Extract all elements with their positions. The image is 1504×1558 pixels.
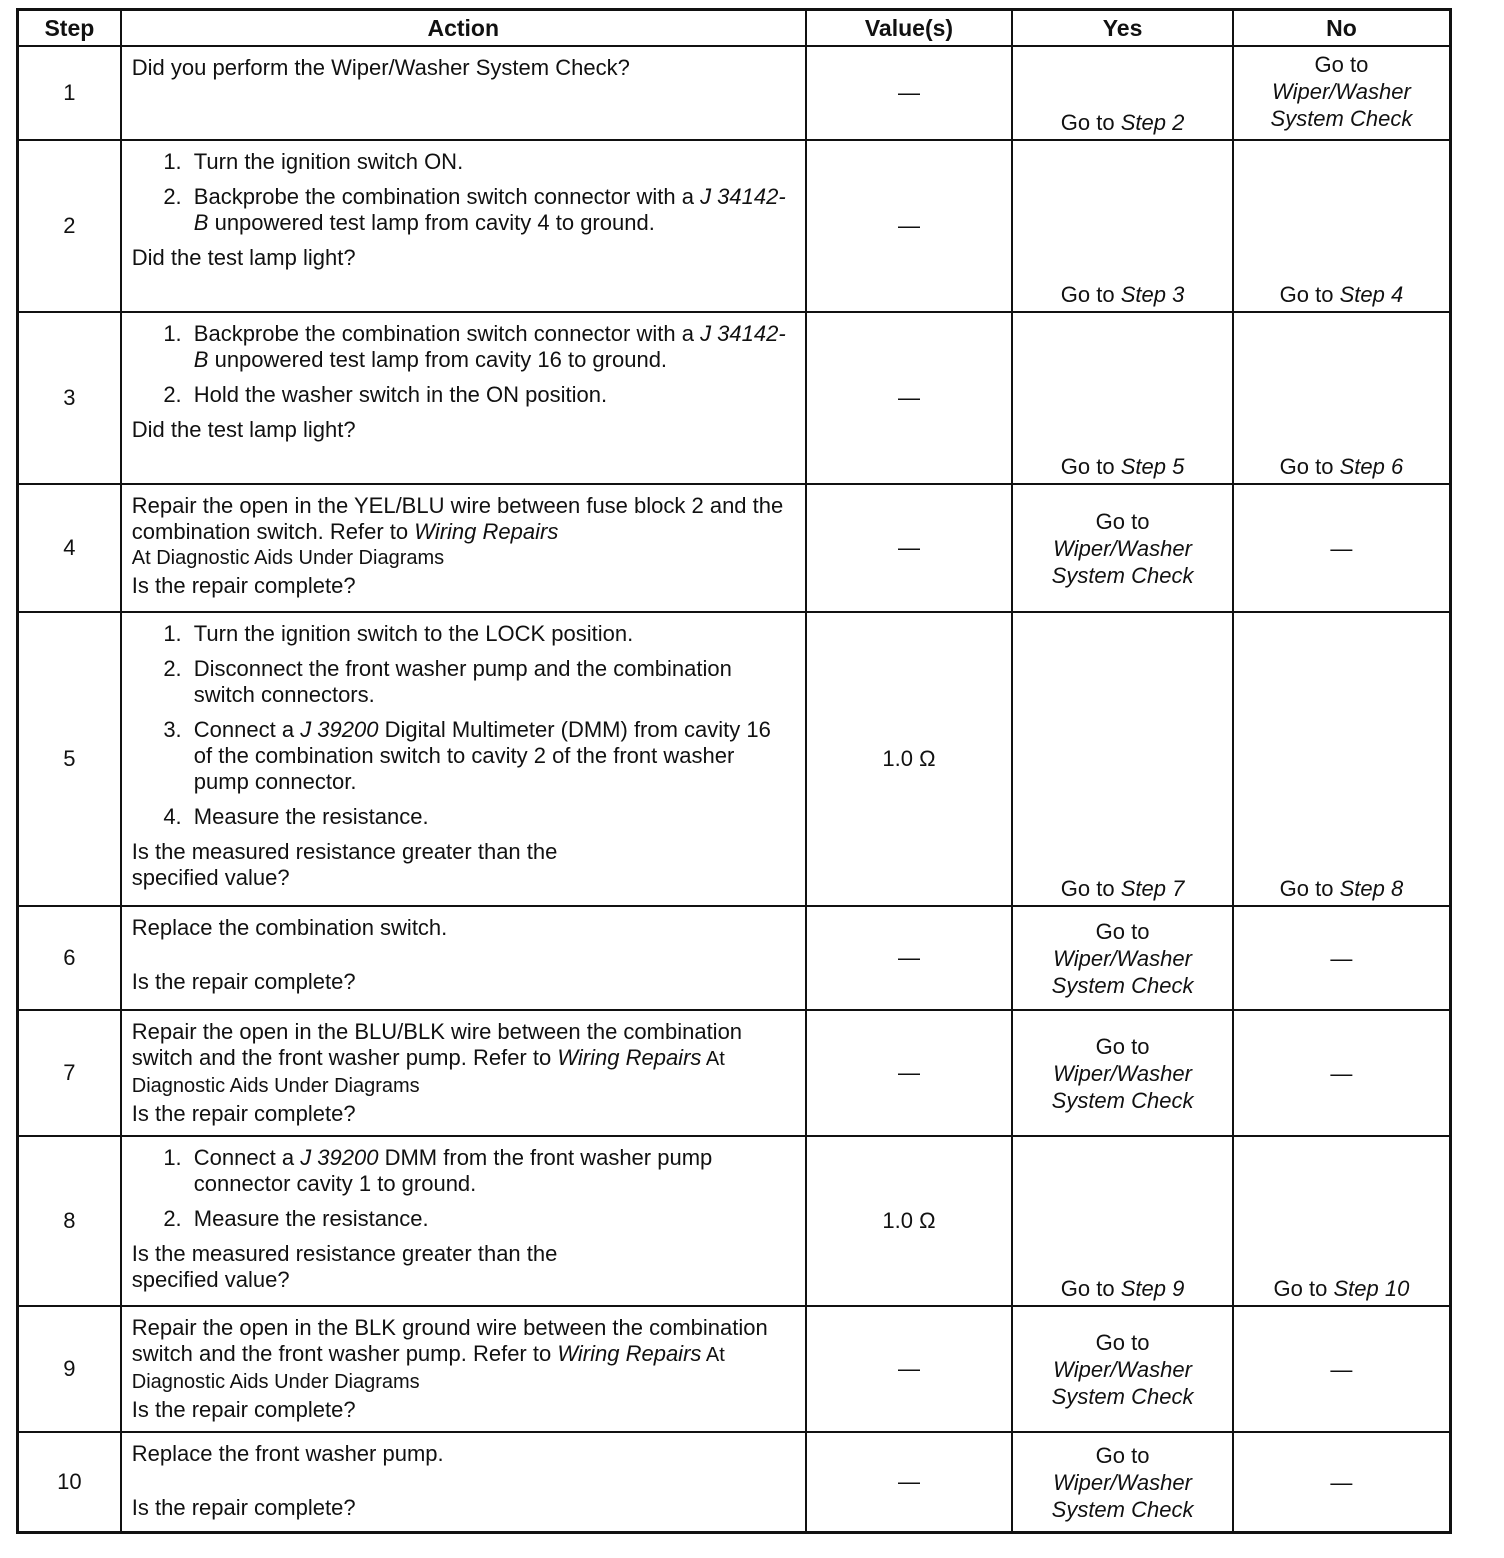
goto-link[interactable]: Step 6 — [1339, 454, 1404, 479]
action-cell — [121, 46, 806, 140]
yes-cell[interactable] — [1012, 46, 1233, 140]
table-row — [18, 612, 1451, 906]
goto-link[interactable]: Step 7 — [1120, 876, 1185, 901]
step-number: 10 — [18, 1432, 121, 1532]
yes-cell[interactable] — [1012, 1136, 1233, 1306]
yes-cell[interactable] — [1012, 140, 1233, 312]
no-cell[interactable] — [1233, 612, 1451, 906]
goto-prefix: Go to — [1095, 1442, 1150, 1468]
action-text: Connect a — [193, 717, 301, 742]
action-step: 2. Measure the resistance. — [188, 1206, 795, 1232]
table-row — [18, 1432, 1451, 1532]
action-text: DMM from the front washer pump connector cavity 1 to ground. — [193, 1145, 713, 1196]
goto-prefix: Go to — [1060, 876, 1121, 901]
action-step: 2. Disconnect the front washer pump and the combination switch connectors. — [188, 656, 795, 708]
action-text: Backprobe the combination switch connector with a — [193, 321, 701, 346]
reference-link[interactable]: Wiring Repairs — [557, 1045, 702, 1070]
action-step: 1. Turn the ignition switch ON. — [188, 149, 795, 175]
yes-cell[interactable] — [1012, 1432, 1233, 1532]
goto-prefix: Go to — [1279, 282, 1340, 307]
step-number: 9 — [18, 1306, 121, 1432]
value-cell: 1.0 Ω — [806, 1136, 1013, 1306]
goto-link[interactable]: Step 10 — [1333, 1276, 1410, 1301]
tool-name: J 34142-B — [193, 184, 786, 235]
action-step — [188, 184, 795, 236]
yes-cell[interactable] — [1012, 484, 1233, 612]
reference-note: At Diagnostic Aids Under Diagrams — [131, 1048, 725, 1097]
action-instruction: Replace the front washer pump. — [131, 1441, 444, 1466]
action-steps — [132, 621, 795, 830]
no-cell[interactable] — [1233, 46, 1451, 140]
no-cell: — — [1233, 1306, 1451, 1432]
goto-prefix: Go to — [1095, 1034, 1150, 1059]
action-steps — [132, 321, 795, 408]
no-cell[interactable] — [1233, 1136, 1451, 1306]
value-cell: 1.0 Ω — [806, 612, 1013, 906]
action-cell — [121, 1010, 806, 1136]
goto-prefix: Go to — [1095, 509, 1150, 534]
reference-link[interactable]: Wiring Repairs — [414, 519, 559, 544]
step-number: 5 — [18, 612, 121, 906]
table-row — [18, 46, 1451, 140]
table-row — [18, 140, 1451, 312]
goto-link[interactable]: Step 8 — [1339, 876, 1404, 901]
action-text: Digital Multimeter (DMM) from cavity 16 of the combination switch to cavity 2 of the front washer pump connector. — [193, 717, 771, 794]
step-number: 3 — [18, 312, 121, 484]
header-action: Action — [121, 10, 806, 47]
step-number: 2 — [18, 140, 121, 312]
action-cell — [121, 1306, 806, 1432]
action-cell — [121, 906, 806, 1010]
goto-prefix: Go to — [1060, 454, 1121, 479]
action-cell — [121, 140, 806, 312]
action-steps — [132, 149, 795, 236]
spacer — [132, 1467, 795, 1493]
goto-prefix: Go to — [1314, 52, 1369, 77]
value-cell: — — [806, 906, 1013, 1010]
header-no: No — [1233, 10, 1451, 47]
action-step: 1. Turn the ignition switch to the LOCK position. — [188, 621, 795, 647]
goto-link[interactable]: Wiper/Washer System Check — [1051, 1061, 1194, 1113]
goto-link[interactable]: Wiper/Washer System Check — [1051, 1357, 1194, 1409]
goto-prefix: Go to — [1279, 876, 1340, 901]
action-instruction — [132, 1019, 795, 1099]
action-question: Is the repair complete? — [131, 969, 356, 994]
no-cell: — — [1233, 484, 1451, 612]
reference-note: At Diagnostic Aids Under Diagrams — [131, 547, 445, 569]
tool-name: J 39200 — [300, 1145, 379, 1170]
goto-prefix: Go to — [1279, 454, 1340, 479]
step-number: 6 — [18, 906, 121, 1010]
no-cell: — — [1233, 906, 1451, 1010]
action-text: Backprobe the combination switch connector with a — [193, 184, 701, 209]
goto-prefix: Go to — [1273, 1276, 1334, 1301]
action-cell — [121, 484, 806, 612]
goto-link[interactable]: Wiper/Washer System Check — [1270, 79, 1413, 131]
action-text: unpowered test lamp from cavity 4 to ground. — [208, 210, 655, 235]
action-question: Is the repair complete? — [131, 573, 356, 598]
goto-prefix: Go to — [1060, 1276, 1121, 1301]
table-row — [18, 906, 1451, 1010]
goto-link[interactable]: Wiper/Washer System Check — [1051, 946, 1194, 998]
value-cell: — — [806, 46, 1013, 140]
goto-link[interactable]: Step 3 — [1120, 282, 1185, 307]
value-cell: — — [806, 1432, 1013, 1532]
value-cell: — — [806, 484, 1013, 612]
no-cell[interactable] — [1233, 140, 1451, 312]
tool-name: J 34142-B — [193, 321, 786, 372]
tool-name: J 39200 — [300, 717, 379, 742]
table-row — [18, 1136, 1451, 1306]
action-question: Is the repair complete? — [131, 1495, 356, 1520]
goto-link[interactable]: Step 9 — [1120, 1276, 1185, 1301]
action-question: Did the test lamp light? — [131, 245, 356, 270]
goto-prefix: Go to — [1095, 1330, 1150, 1355]
goto-link[interactable]: Wiper/Washer System Check — [1051, 1469, 1194, 1522]
action-step: 2. Hold the washer switch in the ON position. — [188, 382, 795, 408]
action-question: Is the measured resistance greater than the specified value? — [131, 1241, 558, 1292]
goto-prefix: Go to — [1060, 282, 1121, 307]
action-text: Connect a — [193, 1145, 301, 1170]
goto-prefix: Go to — [1095, 919, 1150, 944]
action-question: Did the test lamp light? — [131, 417, 356, 442]
step-number: 4 — [18, 484, 121, 612]
goto-link[interactable]: Step 2 — [1120, 110, 1185, 135]
yes-cell[interactable] — [1012, 312, 1233, 484]
action-question: Did you perform the Wiper/Washer System Check? — [131, 55, 630, 80]
action-instruction: Replace the combination switch. — [131, 915, 448, 940]
no-cell[interactable] — [1233, 312, 1451, 484]
value-cell: — — [806, 1010, 1013, 1136]
step-number: 8 — [18, 1136, 121, 1306]
action-text: Repair the open in the BLU/BLK wire between the combination switch and the front washer pump. Refer to — [131, 1019, 743, 1070]
action-steps — [132, 1145, 795, 1232]
action-text: unpowered test lamp from cavity 16 to ground. — [208, 347, 668, 372]
goto-link[interactable]: Step 5 — [1120, 454, 1185, 479]
action-question: Is the repair complete? — [131, 1101, 356, 1126]
action-cell — [121, 1136, 806, 1306]
goto-link[interactable]: Wiper/Washer System Check — [1051, 536, 1194, 588]
table-row — [18, 1010, 1451, 1136]
goto-link[interactable]: Step 4 — [1339, 282, 1404, 307]
action-step — [188, 1145, 795, 1197]
table-row — [18, 312, 1451, 484]
yes-cell[interactable] — [1012, 612, 1233, 906]
yes-cell[interactable] — [1012, 906, 1233, 1010]
step-number: 7 — [18, 1010, 121, 1136]
step-number: 1 — [18, 46, 121, 140]
value-cell: — — [806, 312, 1013, 484]
header-yes: Yes — [1012, 10, 1233, 47]
header-values: Value(s) — [806, 10, 1013, 47]
header-step: Step — [18, 10, 121, 47]
action-step: 4. Measure the resistance. — [188, 804, 795, 830]
action-text: Repair the open in the BLK ground wire between the combination switch and the front washer pump. Refer to — [131, 1315, 768, 1366]
action-instruction — [132, 1315, 795, 1395]
action-cell — [121, 1432, 806, 1532]
value-cell: — — [806, 140, 1013, 312]
reference-link[interactable]: Wiring Repairs — [557, 1341, 702, 1366]
action-question: Is the repair complete? — [131, 1397, 356, 1422]
goto-prefix: Go to — [1060, 110, 1121, 135]
action-text: Repair the open in the YEL/BLU wire between fuse block 2 and the combination switch. Refer to — [131, 493, 784, 544]
spacer — [132, 941, 795, 967]
diagnostic-table — [16, 8, 1452, 1534]
value-cell: — — [806, 1306, 1013, 1432]
action-question: Is the measured resistance greater than the specified value? — [131, 839, 558, 890]
table-row — [18, 1306, 1451, 1432]
no-cell: — — [1233, 1010, 1451, 1136]
action-step — [188, 717, 795, 795]
table-row — [18, 484, 1451, 612]
action-instruction — [132, 493, 795, 545]
yes-cell[interactable] — [1012, 1010, 1233, 1136]
action-cell — [121, 612, 806, 906]
action-cell — [121, 312, 806, 484]
action-step — [188, 321, 795, 373]
reference-note: At Diagnostic Aids Under Diagrams — [131, 1344, 725, 1393]
no-cell: — — [1233, 1432, 1451, 1532]
header-row — [18, 10, 1451, 47]
yes-cell[interactable] — [1012, 1306, 1233, 1432]
